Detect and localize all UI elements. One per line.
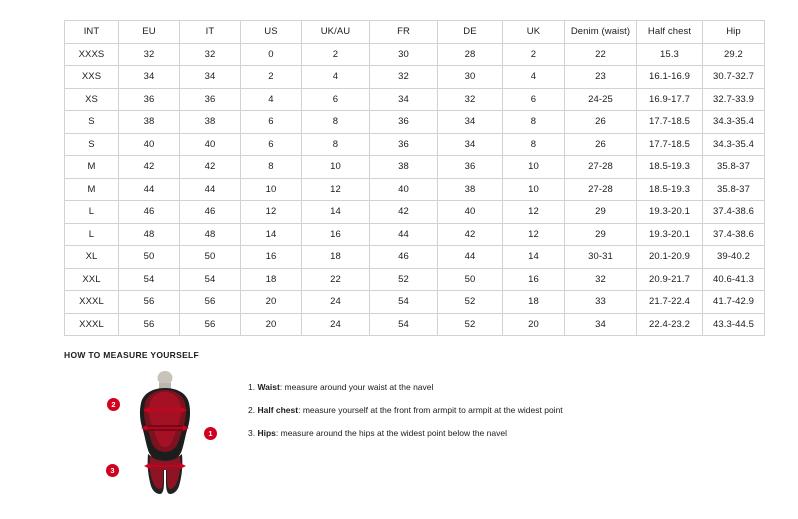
- table-cell: 29.2: [703, 43, 765, 66]
- instruction-number: 2.: [248, 405, 256, 416]
- table-cell: 10: [503, 178, 565, 201]
- table-cell: 14: [302, 201, 370, 224]
- table-cell: 4: [302, 66, 370, 89]
- table-cell: 30: [370, 43, 438, 66]
- table-cell: 40: [438, 201, 503, 224]
- table-cell: 34.3-35.4: [703, 133, 765, 156]
- table-cell: 6: [241, 133, 302, 156]
- size-chart-table: [64, 20, 765, 336]
- table-cell: 44: [180, 178, 241, 201]
- instruction-number: 3.: [248, 428, 256, 439]
- table-cell: 26: [565, 111, 637, 134]
- table-cell: 36: [119, 88, 180, 111]
- table-cell: 54: [119, 268, 180, 291]
- table-cell: 12: [241, 201, 302, 224]
- badge-hips: 3: [106, 464, 119, 477]
- column-header: IT: [180, 21, 241, 44]
- table-cell: XXXL: [65, 313, 119, 336]
- how-to-measure-title: HOW TO MEASURE YOURSELF: [64, 350, 200, 360]
- badge-waist: 1: [204, 427, 217, 440]
- table-cell: 14: [241, 223, 302, 246]
- table-cell: 20.9-21.7: [637, 268, 703, 291]
- table-row: [65, 246, 765, 269]
- table-cell: 15.3: [637, 43, 703, 66]
- table-cell: 34: [438, 133, 503, 156]
- table-cell: 26: [565, 133, 637, 156]
- table-cell: 38: [370, 156, 438, 179]
- table-cell: M: [65, 156, 119, 179]
- table-cell: 56: [180, 291, 241, 314]
- table-cell: 18: [241, 268, 302, 291]
- table-cell: XL: [65, 246, 119, 269]
- column-header: UK: [503, 21, 565, 44]
- table-cell: 10: [241, 178, 302, 201]
- table-cell: 56: [119, 291, 180, 314]
- table-cell: 6: [302, 88, 370, 111]
- table-cell: 32: [438, 88, 503, 111]
- table-cell: 32: [370, 66, 438, 89]
- table-cell: XXL: [65, 268, 119, 291]
- table-cell: 44: [370, 223, 438, 246]
- table-cell: 23: [565, 66, 637, 89]
- table-cell: 24: [302, 313, 370, 336]
- table-row: [65, 88, 765, 111]
- table-cell: 16.9-17.7: [637, 88, 703, 111]
- table-cell: 48: [119, 223, 180, 246]
- table-cell: 19.3-20.1: [637, 201, 703, 224]
- table-cell: 8: [503, 111, 565, 134]
- how-to-measure-section: [64, 350, 744, 505]
- table-cell: S: [65, 133, 119, 156]
- table-header-row: [65, 21, 765, 44]
- table-cell: 37.4-38.6: [703, 201, 765, 224]
- table-cell: 17.7-18.5: [637, 133, 703, 156]
- table-cell: 4: [503, 66, 565, 89]
- table-cell: 34: [565, 313, 637, 336]
- table-row: [65, 43, 765, 66]
- table-cell: 20: [503, 313, 565, 336]
- instruction-text: : measure around your waist at the navel: [279, 382, 434, 392]
- table-cell: 48: [180, 223, 241, 246]
- instruction-text: : measure yourself at the front from armpit to armpit at the widest point: [298, 405, 563, 416]
- table-cell: 17.7-18.5: [637, 111, 703, 134]
- table-cell: 29: [565, 201, 637, 224]
- table-cell: 16: [503, 268, 565, 291]
- table-cell: 8: [302, 133, 370, 156]
- table-cell: 8: [302, 111, 370, 134]
- table-row: [65, 178, 765, 201]
- table-cell: 43.3-44.5: [703, 313, 765, 336]
- table-row: [65, 133, 765, 156]
- table-cell: 33: [565, 291, 637, 314]
- table-cell: XS: [65, 88, 119, 111]
- table-cell: 34.3-35.4: [703, 111, 765, 134]
- column-header: FR: [370, 21, 438, 44]
- table-cell: 32: [119, 43, 180, 66]
- table-cell: 50: [180, 246, 241, 269]
- column-header: Hip: [703, 21, 765, 44]
- table-cell: 54: [370, 313, 438, 336]
- table-cell: 52: [438, 291, 503, 314]
- measure-instructions-list: [248, 370, 563, 452]
- table-cell: 16: [241, 246, 302, 269]
- table-cell: 22: [302, 268, 370, 291]
- table-cell: XXS: [65, 66, 119, 89]
- table-cell: L: [65, 223, 119, 246]
- table-cell: 32: [180, 43, 241, 66]
- table-cell: 35.8-37: [703, 178, 765, 201]
- table-cell: 39-40.2: [703, 246, 765, 269]
- measure-instruction: [248, 405, 563, 415]
- table-cell: 41.7-42.9: [703, 291, 765, 314]
- table-row: [65, 156, 765, 179]
- table-body: [65, 43, 765, 336]
- measurement-figure: [104, 370, 224, 505]
- table-cell: 40: [180, 133, 241, 156]
- column-header: INT: [65, 21, 119, 44]
- table-cell: 38: [119, 111, 180, 134]
- column-header: Denim (waist): [565, 21, 637, 44]
- table-cell: 38: [438, 178, 503, 201]
- instruction-term: Half chest: [257, 405, 299, 416]
- table-cell: 36: [438, 156, 503, 179]
- table-cell: 32.7-33.9: [703, 88, 765, 111]
- mannequin-illustration: [130, 370, 200, 500]
- table-cell: S: [65, 111, 119, 134]
- table-cell: 18: [302, 246, 370, 269]
- table-cell: 36: [370, 111, 438, 134]
- column-header: EU: [119, 21, 180, 44]
- table-cell: 50: [438, 268, 503, 291]
- badge-half-chest: 2: [107, 398, 120, 411]
- table-cell: 52: [370, 268, 438, 291]
- table-cell: 30.7-32.7: [703, 66, 765, 89]
- table-cell: 14: [503, 246, 565, 269]
- how-to-measure-body: [64, 370, 744, 505]
- table-cell: 28: [438, 43, 503, 66]
- table-cell: 27-28: [565, 178, 637, 201]
- column-header: DE: [438, 21, 503, 44]
- table-cell: 10: [503, 156, 565, 179]
- table-cell: 22: [565, 43, 637, 66]
- table-cell: 21.7-22.4: [637, 291, 703, 314]
- table-row: [65, 223, 765, 246]
- column-header: UK/AU: [302, 21, 370, 44]
- table-cell: 42: [119, 156, 180, 179]
- table-cell: 6: [241, 111, 302, 134]
- table-cell: XXXL: [65, 291, 119, 314]
- table-cell: 46: [180, 201, 241, 224]
- instruction-term: Waist: [257, 382, 280, 392]
- table-cell: 12: [302, 178, 370, 201]
- table-cell: 44: [438, 246, 503, 269]
- table-cell: 54: [180, 268, 241, 291]
- table-cell: 20: [241, 291, 302, 314]
- table-cell: 44: [119, 178, 180, 201]
- table-cell: 12: [503, 223, 565, 246]
- table-cell: 38: [180, 111, 241, 134]
- table-cell: 24: [302, 291, 370, 314]
- table-cell: 6: [503, 88, 565, 111]
- table-cell: 46: [119, 201, 180, 224]
- table-cell: 35.8-37: [703, 156, 765, 179]
- table-cell: 42: [438, 223, 503, 246]
- table-cell: 54: [370, 291, 438, 314]
- table-cell: 24-25: [565, 88, 637, 111]
- table-cell: 8: [241, 156, 302, 179]
- table-cell: 46: [370, 246, 438, 269]
- table-cell: 29: [565, 223, 637, 246]
- instruction-term: Hips: [257, 428, 276, 439]
- table-cell: 40: [370, 178, 438, 201]
- table-cell: 50: [119, 246, 180, 269]
- measure-instruction: [248, 428, 563, 438]
- table-cell: 2: [241, 66, 302, 89]
- table-cell: 37.4-38.6: [703, 223, 765, 246]
- table-cell: 42: [180, 156, 241, 179]
- table-row: [65, 291, 765, 314]
- table-cell: 34: [119, 66, 180, 89]
- table-cell: 22.4-23.2: [637, 313, 703, 336]
- table-cell: 30: [438, 66, 503, 89]
- table-cell: 42: [370, 201, 438, 224]
- table-cell: 20.1-20.9: [637, 246, 703, 269]
- table-cell: 40.6-41.3: [703, 268, 765, 291]
- table-cell: 8: [503, 133, 565, 156]
- table-cell: 12: [503, 201, 565, 224]
- table-cell: XXXS: [65, 43, 119, 66]
- table-cell: 40: [119, 133, 180, 156]
- size-chart-container: [64, 20, 755, 336]
- table-row: [65, 268, 765, 291]
- table-cell: 27-28: [565, 156, 637, 179]
- table-cell: 20: [241, 313, 302, 336]
- table-cell: 56: [180, 313, 241, 336]
- table-cell: 10: [302, 156, 370, 179]
- table-cell: 34: [438, 111, 503, 134]
- table-cell: 18: [503, 291, 565, 314]
- table-cell: 18.5-19.3: [637, 156, 703, 179]
- table-cell: 34: [180, 66, 241, 89]
- instruction-number: 1.: [248, 382, 256, 392]
- table-cell: L: [65, 201, 119, 224]
- table-cell: 4: [241, 88, 302, 111]
- column-header: Half chest: [637, 21, 703, 44]
- table-cell: 52: [438, 313, 503, 336]
- table-cell: 34: [370, 88, 438, 111]
- table-row: [65, 313, 765, 336]
- column-header: US: [241, 21, 302, 44]
- table-cell: 0: [241, 43, 302, 66]
- table-cell: 18.5-19.3: [637, 178, 703, 201]
- table-cell: 16.1-16.9: [637, 66, 703, 89]
- table-cell: 36: [370, 133, 438, 156]
- instruction-text: : measure around the hips at the widest point below the navel: [275, 428, 507, 439]
- table-row: [65, 111, 765, 134]
- table-cell: 36: [180, 88, 241, 111]
- table-row: [65, 201, 765, 224]
- table-cell: M: [65, 178, 119, 201]
- table-cell: 2: [302, 43, 370, 66]
- table-row: [65, 66, 765, 89]
- table-cell: 56: [119, 313, 180, 336]
- table-cell: 19.3-20.1: [637, 223, 703, 246]
- table-cell: 32: [565, 268, 637, 291]
- table-cell: 2: [503, 43, 565, 66]
- measure-instruction: [248, 382, 563, 392]
- table-cell: 30-31: [565, 246, 637, 269]
- table-cell: 16: [302, 223, 370, 246]
